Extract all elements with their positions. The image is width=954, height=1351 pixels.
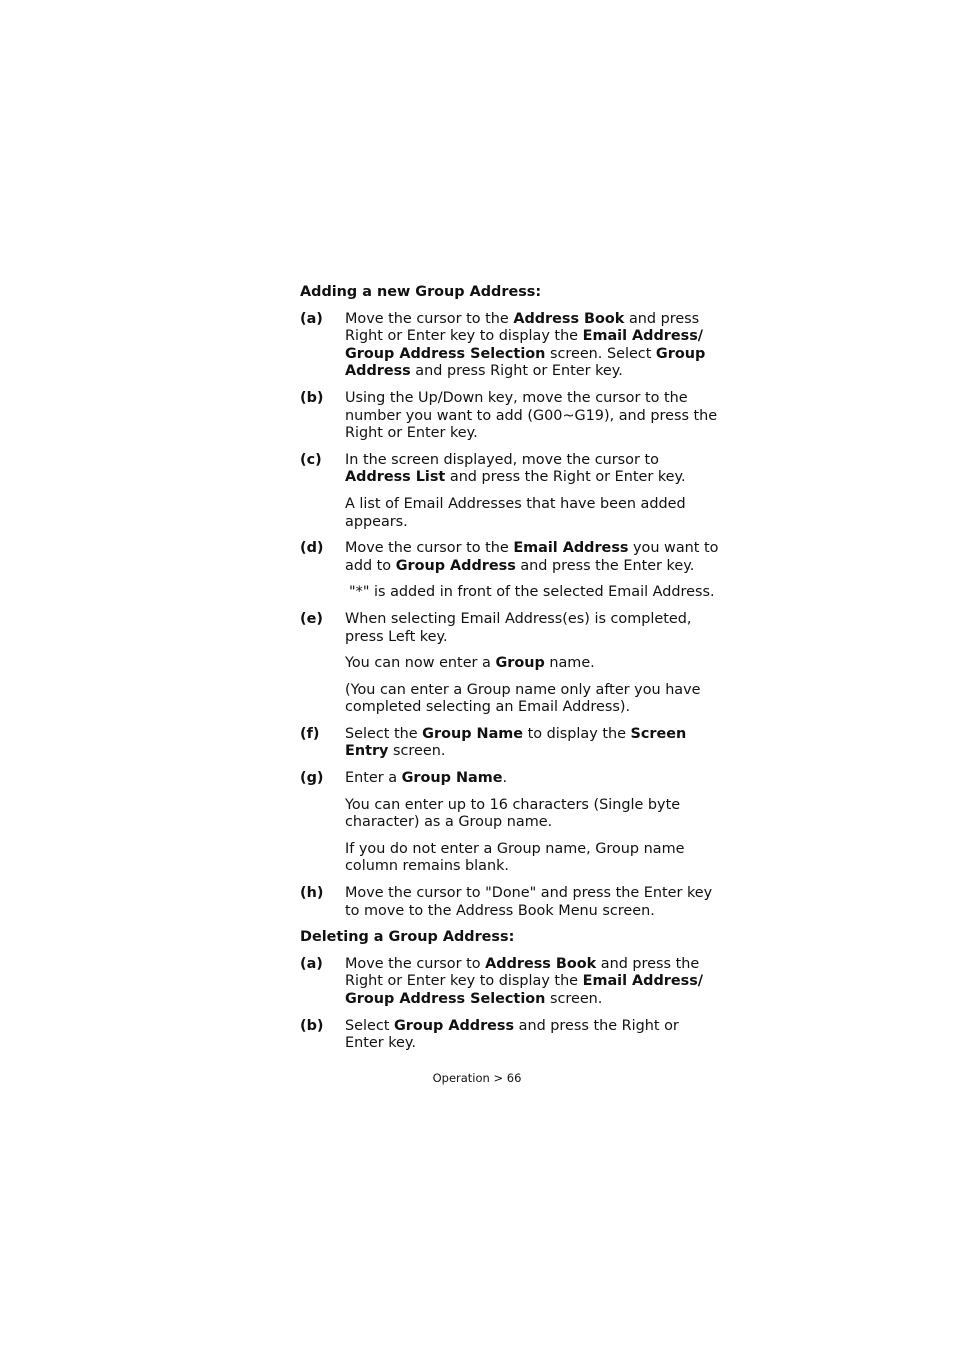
step-text: Using the Up/Down key, move the cursor to the number you want to add (G00~G19), and press the Right or Enter key. — [345, 389, 718, 442]
step-b — [300, 390, 722, 443]
section-heading-adding: Adding a new Group Address: — [300, 284, 542, 300]
step-label: (e) — [300, 610, 323, 627]
step-f — [300, 726, 722, 761]
step-label: (a) — [300, 310, 323, 327]
page-footer: Operation > 66 — [432, 1071, 522, 1085]
step-label: (b) — [300, 389, 324, 406]
step-text: Select the Group Name to display the Screen Entry screen. — [345, 725, 687, 760]
step-text: Move the cursor to the Email Address you want to add to Group Address and press the Enter key. — [345, 540, 719, 574]
step-a-delete — [300, 956, 722, 1009]
step-e — [300, 611, 722, 646]
step-label: (d) — [300, 540, 324, 557]
step-note: You can enter up to 16 characters (Single byte character) as a Group name. — [345, 796, 681, 831]
step-label: (g) — [300, 770, 324, 787]
step-note: A list of Email Addresses that have been added appears. — [345, 495, 686, 530]
step-text: Move the cursor to the Address Book and press Right or Enter key to display the Email Address/ Group Address Selection screen. Select Group Address and press Right or Enter key. — [345, 310, 706, 380]
step-label: (c) — [300, 451, 322, 468]
step-note: (You can enter a Group name only after you have completed selecting an Email Address). — [345, 681, 701, 716]
document-page — [300, 284, 722, 1062]
step-g — [300, 770, 722, 788]
step-label: (b) — [300, 1017, 324, 1034]
step-d — [300, 540, 722, 575]
step-text: Move the cursor to "Done" and press the Enter key to move to the Address Book Menu screen. — [345, 885, 713, 919]
step-label: (h) — [300, 885, 324, 902]
step-text: Select Group Address and press the Right or Enter key. — [345, 1017, 679, 1052]
section-heading-deleting: Deleting a Group Address: — [300, 929, 515, 946]
step-b-delete — [300, 1018, 722, 1053]
step-note: If you do not enter a Group name, Group name column remains blank. — [345, 840, 685, 875]
step-note: You can now enter a Group name. — [345, 655, 595, 672]
step-label: (a) — [300, 955, 323, 972]
step-h — [300, 885, 722, 920]
step-text: When selecting Email Address(es) is completed, press Left key. — [345, 610, 692, 645]
step-note: "*" is added in front of the selected Email Address. — [349, 584, 715, 601]
step-text: Enter a Group Name. — [345, 770, 508, 787]
step-a — [300, 311, 722, 381]
step-label: (f) — [300, 725, 320, 742]
step-c — [300, 452, 722, 487]
step-text: In the screen displayed, move the cursor to Address List and press the Right or Enter key. — [345, 451, 686, 486]
step-text: Move the cursor to Address Book and press the Right or Enter key to display the Email Address/ Group Address Selection screen. — [345, 955, 704, 1007]
